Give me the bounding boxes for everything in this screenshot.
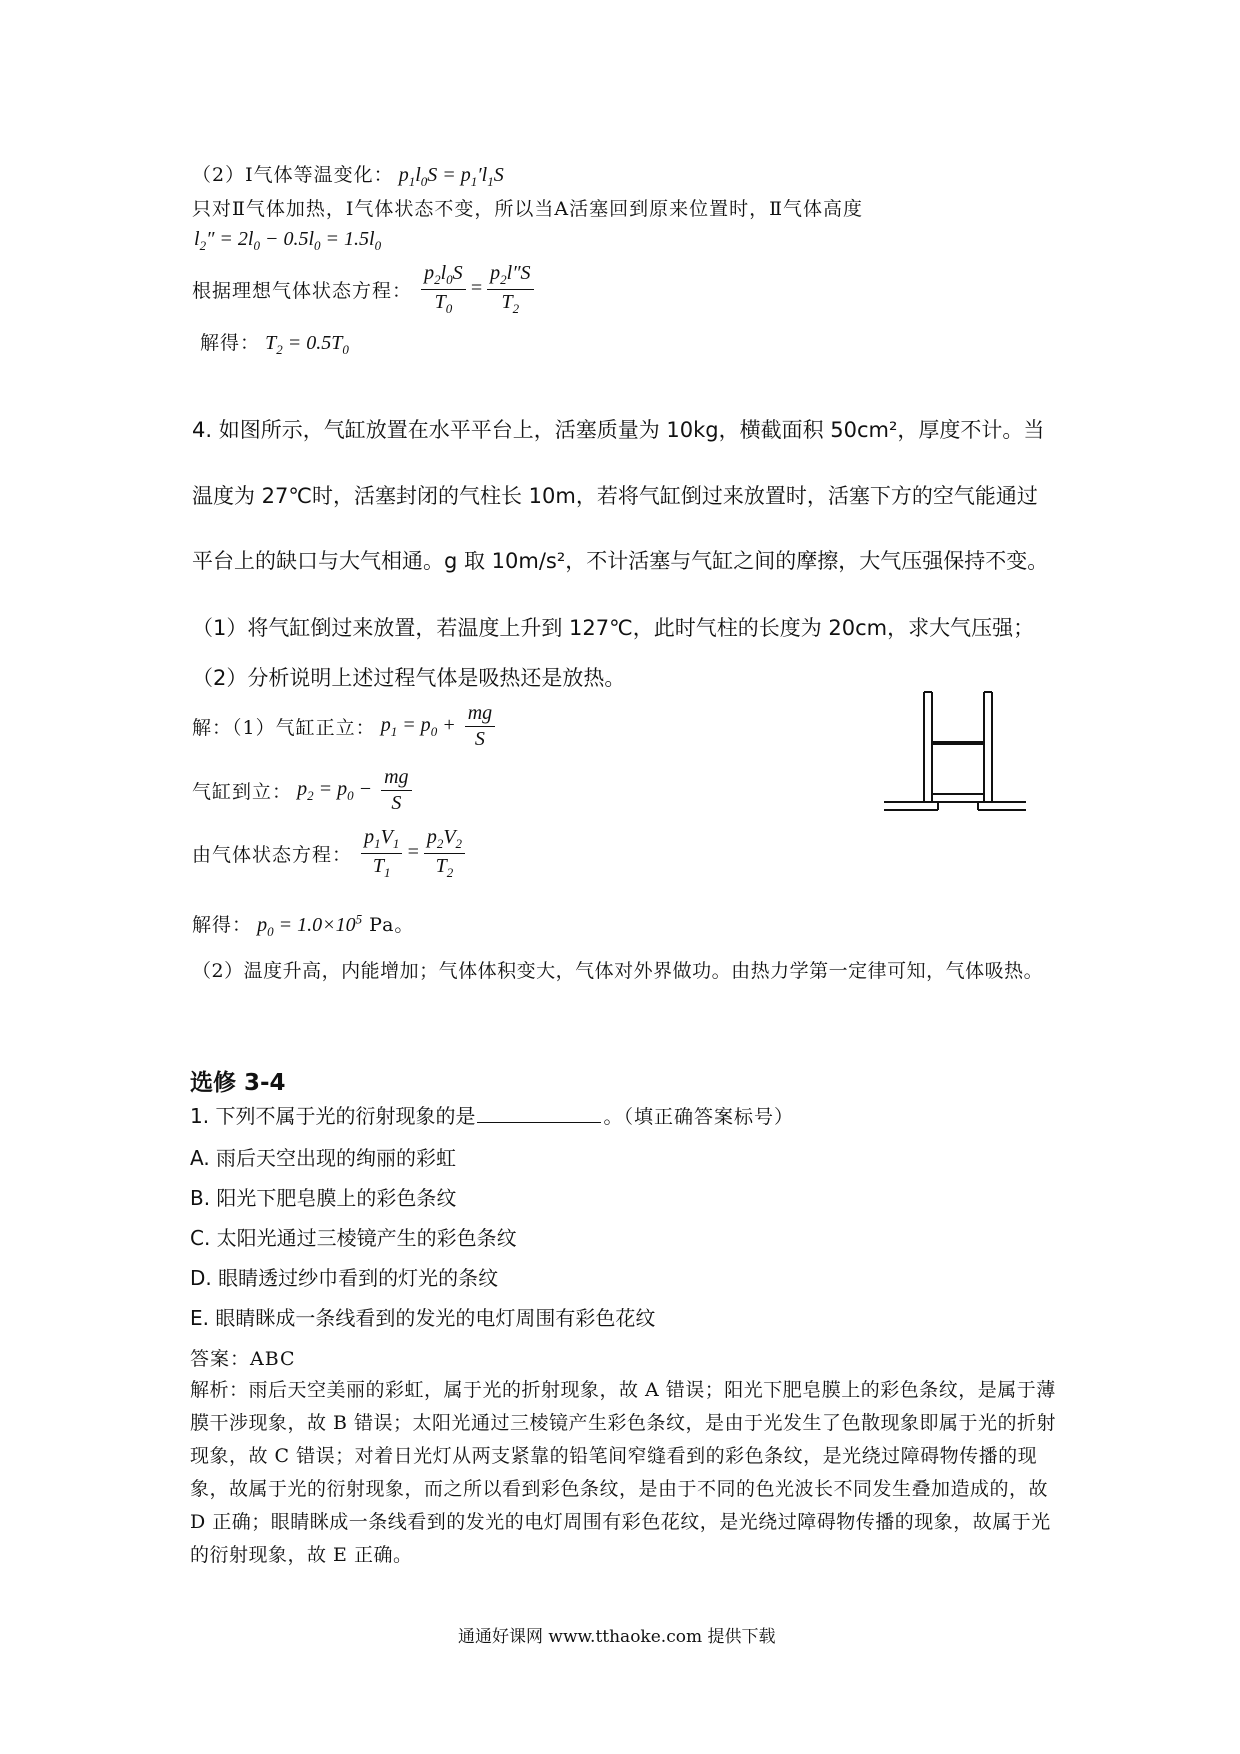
option-b: B. 阳光下肥皂膜上的彩色条纹: [190, 1186, 457, 1210]
formula-p2: $p_2 = p_0$ − $\frac{mg}{S}$: [297, 778, 415, 800]
section-title: 选修 3-4: [190, 1070, 286, 1096]
part2-line5-text: 解得：: [200, 332, 261, 354]
formula-p0: $p_0 = 1.0\times 10^5$: [257, 911, 363, 939]
q1-stem-prefix: 1. 下列不属于光的衍射现象的是: [190, 1104, 476, 1128]
option-e: E. 眼睛眯成一条线看到的发光的电灯周围有彩色花纹: [190, 1306, 656, 1330]
footer-text: 通通好课网 www.tthaoke.com 提供下载: [458, 1627, 776, 1647]
q4-line2: 温度为 27℃时，活塞封闭的气柱长 10m，若将气缸倒过来放置时，活塞下方的空气能通过: [192, 484, 1038, 508]
q4-sol4-end: 。: [394, 914, 415, 936]
part2-line2: 只对Ⅱ气体加热，Ⅰ气体状态不变，所以当A活塞回到原来位置时，Ⅱ气体高度: [192, 198, 864, 220]
q4-sol4-text: 解得：: [192, 914, 253, 936]
q1-stem-suffix: 。（填正确答案标号）: [603, 1106, 794, 1128]
q1-stem: [190, 1100, 794, 1129]
formula-gas-state: $\frac{p_1V_1}{T_1}$ = $\frac{p_2V_2}{T_2}$: [357, 841, 469, 863]
option-d: D. 眼睛透过纱巾看到的灯光的条纹: [190, 1266, 499, 1290]
analysis-text: 解析：雨后天空美丽的彩虹，属于光的折射现象，故 A 错误；阳光下肥皂膜上的彩色条纹，是属于薄膜干涉现象，故 B 错误；太阳光通过三棱镜产生彩色条纹，是由于光发生了色散现象即属于光的折射现象，故 C 错误；对着日光灯从两支紧靠的铅笔间窄缝看到的彩色条纹，是光绕过障碍物传播的现象，故属于光的衍射现象，而之所以看到彩色条纹，是由于不同的色光波长不同发生叠加造成的，故 D 正确；眼睛眯成一条线看到的发光的电灯周围有彩色花纹，是光绕过障碍物传播的现象，故属于光的衍射现象，故 E 正确。: [190, 1379, 1057, 1566]
piston: [932, 741, 984, 745]
q4-sol2-text: 气缸到立：: [192, 781, 293, 804]
formula-height: $l_2'' = 2l_0 - 0.5l_0 = 1.5l_0$: [194, 228, 382, 253]
q4-sol1: [192, 702, 499, 751]
answer-line: 答案：ABC: [190, 1348, 296, 1370]
part2-line4-text: 根据理想气体状态方程：: [192, 280, 413, 303]
q4-sol4: 解得： $p_0 = 1.0\times 10^5$ Pa。: [192, 911, 415, 939]
q4-line1: 4. 如图所示，气缸放置在水平平台上，活塞质量为 10kg，横截面积 50cm²，厚度不计。当: [192, 418, 1045, 442]
formula-t2: $T_2 = 0.5T_0$: [265, 332, 349, 357]
q4-sub2: （2）分析说明上述过程气体是吸热还是放热。: [192, 666, 626, 690]
q4-sol1-text: 解：（1）气缸正立：: [192, 717, 376, 740]
option-c: C. 太阳光通过三棱镜产生的彩色条纹: [190, 1226, 517, 1250]
formula-state-eq: $\frac{p_2l_0S}{T_0}$ = $\frac{p_2l''S}{T_2}$: [417, 277, 537, 299]
formula-p1: $p_1 = p_0$ + $\frac{mg}{S}$: [381, 714, 499, 736]
option-a: A. 雨后天空出现的绚丽的彩虹: [190, 1146, 457, 1170]
part2-line1-text: （2）Ⅰ气体等温变化：: [192, 164, 394, 186]
q4-sol5: （2）温度升高，内能增加；气体体积变大，气体对外界做功。由热力学第一定律可知，气体吸热。: [192, 960, 1044, 982]
cylinder-diagram: [880, 690, 1030, 815]
q4-line3: 平台上的缺口与大气相通。g 取 10m/s²，不计活塞与气缸之间的摩擦，大气压强保持不变。: [192, 549, 1049, 573]
part2-line4: [192, 262, 538, 317]
part2-line1: [192, 160, 504, 190]
q4-sol3-text: 由气体状态方程：: [192, 844, 353, 867]
q4-sol3: [192, 826, 469, 881]
formula-isothermal: $p_1l_0S = p_1'l_1S$: [398, 164, 504, 189]
q4-sol2: [192, 766, 416, 815]
answer-blank: [477, 1104, 601, 1123]
part2-line5: [200, 328, 349, 358]
q4-sub1: （1）将气缸倒过来放置，若温度上升到 127℃，此时气柱的长度为 20cm，求大气压强；: [192, 616, 1035, 640]
